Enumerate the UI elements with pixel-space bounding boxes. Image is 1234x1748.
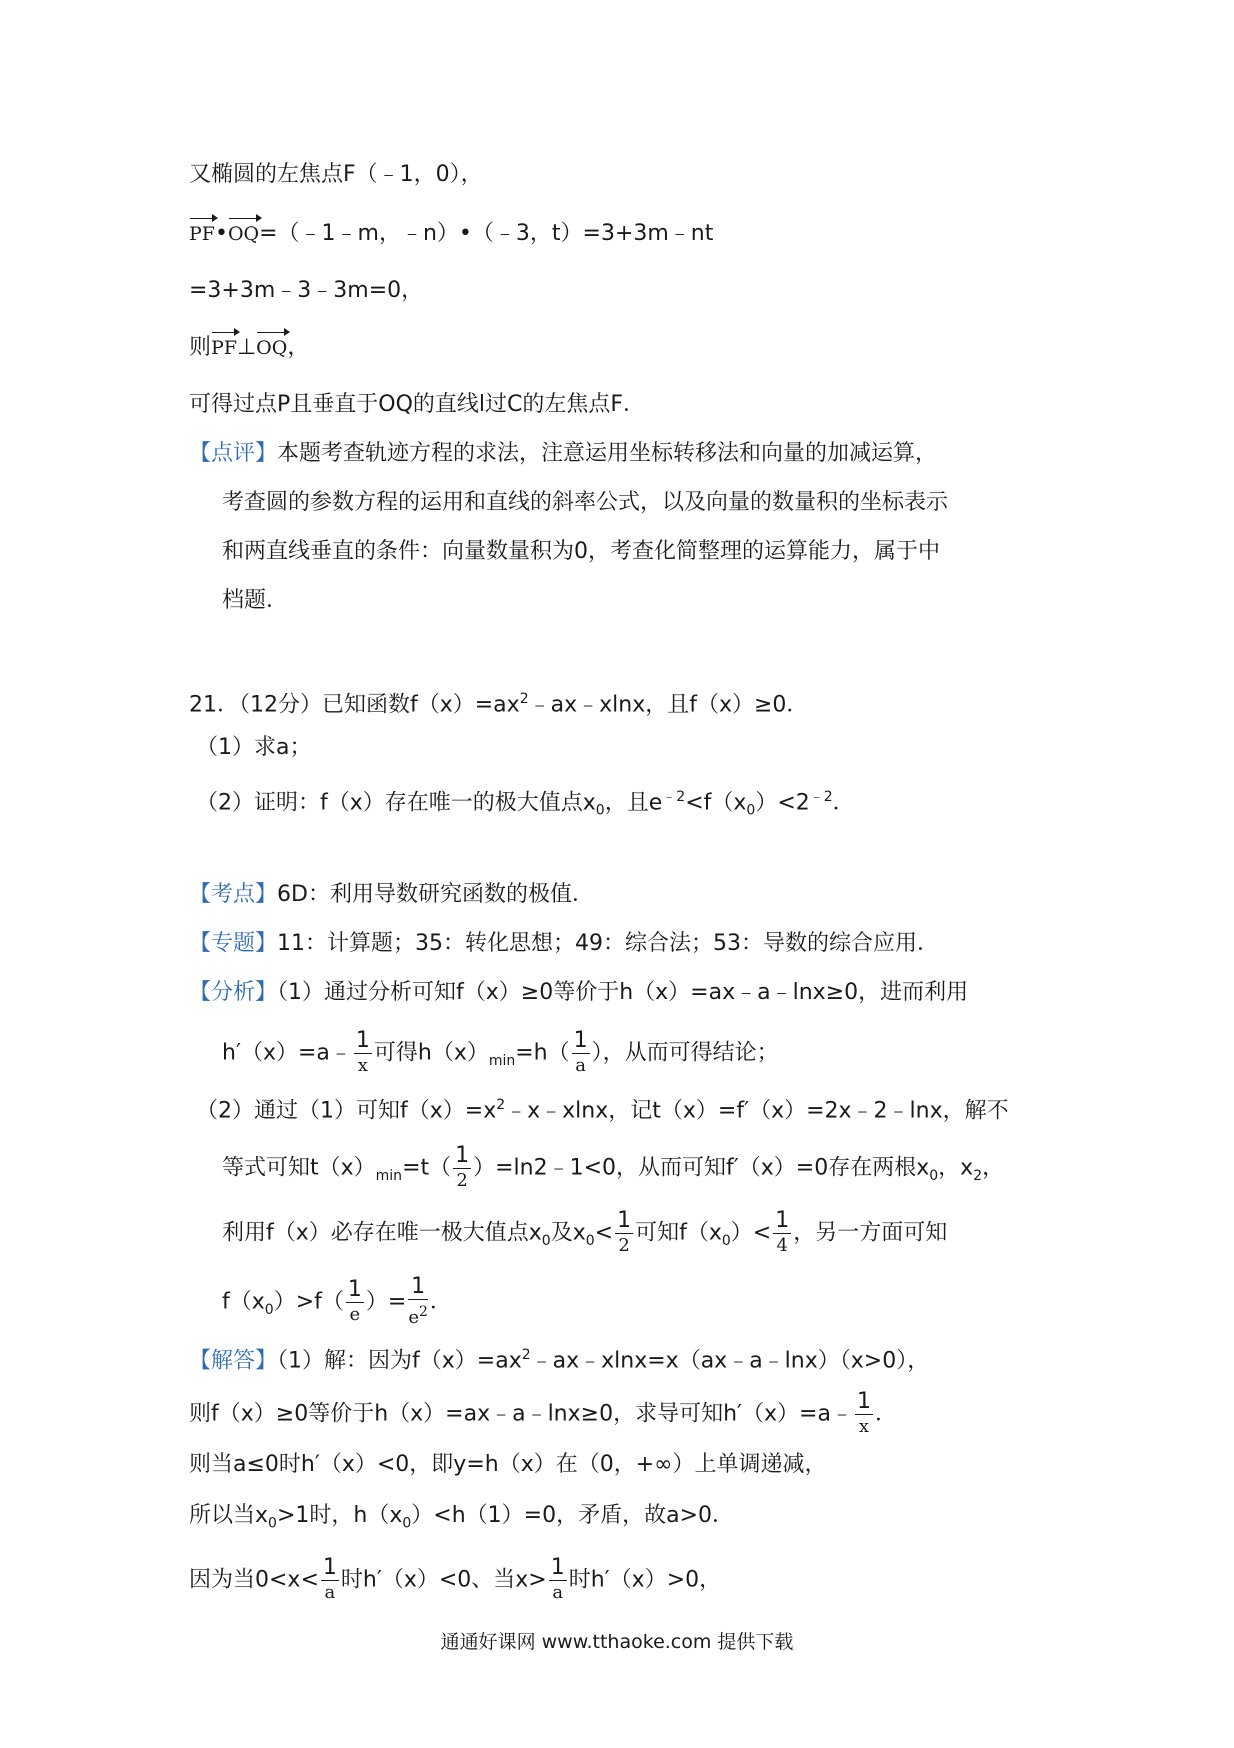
equation-text: =（﹣1﹣m，﹣n）•（﹣3，t）=3+3m﹣nt [259,221,714,246]
solution-line: 则当a≤0时h′（x）<0，即y=h（x）在（0，+∞）上单调递减， [189,1452,827,1477]
text: <f（x [685,790,747,816]
subscript: 0 [541,1232,551,1249]
analysis-line [222,1209,947,1258]
text: ． [874,1401,897,1427]
fraction-1-over-2: $\frac{1}{2}$ [455,1143,470,1191]
analysis-line [189,978,968,1008]
text-line: 可得过点P且垂直于OQ的直线l过C的左焦点F． [189,392,646,417]
text: ），从而可得结论； [591,1040,779,1066]
fraction-1-over-a: $\frac{1}{a}$ [322,1555,337,1603]
subscript: min [375,1167,403,1184]
fraction-1-over-a: $\frac{1}{a}$ [573,1028,588,1076]
subscript: 0 [585,1232,595,1249]
subscript: 0 [595,802,605,819]
text: 可知f（x [635,1220,722,1246]
perpendicular-line [189,333,309,363]
kaodian-tag: 【考点】 [189,882,278,907]
text: 时h′（x）<0、当x> [340,1567,547,1593]
solution-line [189,1501,734,1538]
text: 则 [189,335,212,360]
text: h′（x）=a﹣ [222,1040,352,1066]
zhuanti-text: 11：计算题；35：转化思想；49：综合法；53：导数的综合应用． [277,931,939,956]
text: ， [982,1155,1005,1181]
vector-oq: OQ [256,333,287,363]
text: f（x [222,1289,265,1315]
text: ，x [938,1155,974,1181]
text: ． [429,1289,452,1315]
solution-line [189,1556,721,1605]
fraction-1-over-a: $\frac{1}{a}$ [550,1555,565,1603]
subscript: 0 [264,1301,274,1318]
superscript: 2 [519,691,529,707]
text: 可得h（x） [373,1040,489,1066]
vector-pf: PF [189,219,215,249]
fraction-1-over-e-squared: $\frac{1}{e^2}$ [408,1274,428,1328]
text: ）< [730,1220,772,1246]
fraction-1-over-x: $\frac{1}{x}$ [355,1028,370,1076]
subscript: min [488,1052,516,1069]
page-footer: 通通好课网 www.tthaoke.com 提供下载 [440,1631,794,1653]
subscript: 0 [929,1167,939,1184]
analysis-line [222,1144,1004,1193]
text: 利用f（x）必存在唯一极大值点x [222,1220,542,1246]
text: ）<h（1）=0，矛盾，故a>0． [411,1503,734,1528]
fraction-1-over-2: $\frac{1}{2}$ [617,1208,632,1256]
comment-tag: 【点评】 [189,441,278,466]
subscript: 0 [268,1515,277,1532]
question-title [189,684,808,720]
vector-oq: OQ [228,219,259,249]
text: （2）证明：f（x）存在唯一的极大值点x [196,790,596,816]
text: 因为当0<x< [189,1567,319,1593]
text: ，且e [604,790,663,816]
analysis-line [222,1029,779,1078]
comment-line: 和两直线垂直的条件：向量数量积为0，考查化简整理的运算能力，属于中 [222,539,940,564]
text: 则f（x）≥0等价于h（x）=ax﹣a﹣lnx≥0，求导可知h′（x）=a﹣ [189,1401,853,1427]
solution-line [189,1390,897,1439]
text: （2）通过（1）可知f（x）=x [196,1098,497,1124]
subscript: 2 [973,1167,983,1184]
text: ，另一方面可知 [793,1220,948,1246]
text: （1）解：因为f（x）=ax [277,1348,522,1374]
subscript: 0 [402,1515,412,1532]
dot-operator: • [214,221,228,246]
text: ． [832,790,855,816]
superscript: ﹣2 [662,789,686,805]
kaodian-line [189,880,594,910]
analysis-line [222,1275,452,1330]
fraction-1-over-e: $\frac{1}{e}$ [347,1277,362,1325]
superscript: 2 [496,1097,506,1113]
text: 21．（12分）已知函数f（x）=ax [189,692,520,718]
superscript: ﹣2 [809,789,833,805]
comment-line: 档题． [222,588,289,613]
subscript: 0 [721,1232,731,1249]
perp-symbol: ⊥ [236,335,257,360]
text-line: =3+3m﹣3﹣3m=0， [189,278,424,303]
text: =t（ [402,1155,452,1181]
text: ）>f（ [273,1289,344,1315]
fraction-1-over-x: $\frac{1}{x}$ [856,1389,871,1437]
vector-pf: PF [211,333,237,363]
text: >1时，h（x [276,1503,403,1528]
zhuanti-line [189,929,939,959]
text: 所以当x [189,1503,269,1528]
vector-dot-product-line [189,219,713,249]
kaodian-text: 6D：利用导数研究函数的极值． [277,882,594,907]
comment-text: 本题考查轨迹方程的求法，注意运用坐标转移法和向量的加减运算， [277,441,938,466]
text-line: 又椭圆的左焦点F（﹣1，0）， [189,162,483,187]
text: 及x [550,1220,586,1246]
text: ﹣ax﹣xlnx，且f（x）≥0． [528,692,809,718]
question-part [196,782,855,826]
text: ﹣x﹣xlnx，记t（x）=f′（x）=2x﹣2﹣lnx，解不 [505,1098,1009,1124]
question-part: （1）求a； [196,735,312,760]
analysis-line [196,1090,1009,1126]
text: 时h′（x）>0， [568,1567,722,1593]
zhuanti-tag: 【专题】 [189,931,278,956]
subscript: 0 [746,802,756,819]
comment-line: 考查圆的参数方程的运用和直线的斜率公式，以及向量的数量积的坐标表示 [222,490,949,515]
fraction-1-over-4: $\frac{1}{4}$ [775,1208,790,1256]
text: < [594,1220,614,1246]
text: 等式可知t（x） [222,1155,376,1181]
superscript: 2 [521,1347,531,1363]
text: ）<2 [755,790,810,816]
text: （1）通过分析可知f（x）≥0等价于h（x）=ax﹣a﹣lnx≥0，进而利用 [277,980,969,1005]
comment-line [189,439,937,469]
text: ）=ln2﹣1<0，从而可知f′（x）=0存在两根x [473,1155,930,1181]
solution-line [189,1340,929,1376]
text: ﹣ax﹣xlnx=x（ax﹣a﹣lnx）（x>0）， [530,1348,930,1374]
analysis-tag: 【分析】 [189,980,278,1005]
text: ）= [365,1289,407,1315]
text: =h（ [515,1040,570,1066]
solution-tag: 【解答】 [189,1348,278,1374]
text: ， [287,335,310,360]
